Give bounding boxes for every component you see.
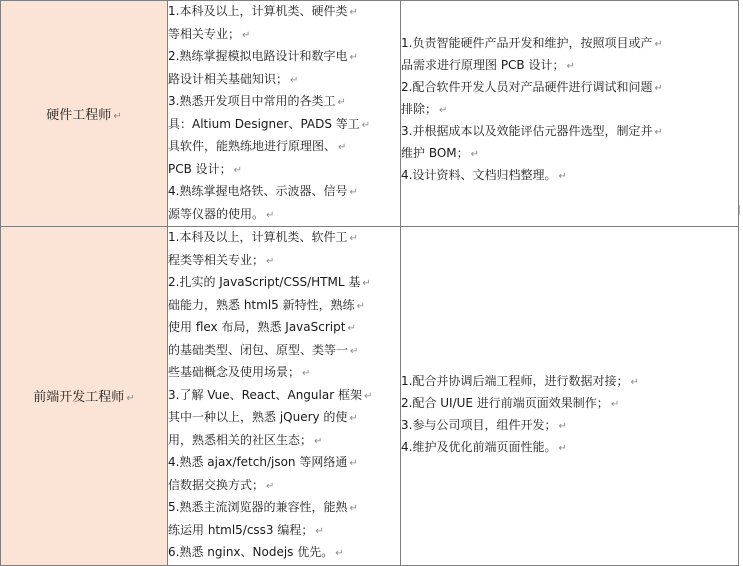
duty-line: 4.设计资料、文档归档整理。 ↵ bbox=[401, 167, 567, 182]
requirement-line: 的基础类型、闭包、原型、类等一 ↵ bbox=[168, 342, 359, 357]
requirement-line: 3.了解 Vue、React、Angular 框架 ↵ bbox=[168, 387, 373, 402]
requirement-line: 路设计相关基础知识； ↵ bbox=[168, 71, 299, 86]
requirement-line: 具软件，能熟练地进行原理图、 ↵ bbox=[168, 139, 347, 153]
requirements-cell-hardware bbox=[168, 1, 401, 227]
role-name: 硬件工程师 bbox=[46, 108, 112, 123]
duties-cell-hardware bbox=[401, 1, 739, 227]
duty-line: 2.配合软件开发人员对产品硬件进行调试和问题 ↵ bbox=[401, 79, 663, 94]
table-row-frontend bbox=[1, 227, 739, 566]
duty-line: 4.维护及优化前端页面性能。 ↵ bbox=[401, 439, 567, 454]
requirement-line: 具：Altium Designer、PADS 等工 ↵ bbox=[168, 116, 371, 131]
requirement-line: 等相关专业； ↵ bbox=[168, 26, 251, 41]
requirement-line: 些基础概念及使用场景； ↵ bbox=[168, 365, 311, 379]
requirement-line: 源等仪器的使用。 ↵ bbox=[168, 206, 275, 221]
edge-marker bbox=[739, 205, 743, 215]
role-name: 前端开发工程师 bbox=[33, 390, 125, 406]
requirement-line: 1.本科及以上，计算机类、软件工 ↵ bbox=[168, 230, 358, 244]
requirement-line: 5.熟悉主流浏览器的兼容性，能熟 ↵ bbox=[168, 500, 358, 514]
duty-line: 品需求进行原理图 PCB 设计； ↵ bbox=[401, 57, 575, 72]
requirement-line: 程类等相关专业； ↵ bbox=[168, 252, 275, 267]
requirement-line: 1.本科及以上，计算机类、硬件类 ↵ bbox=[168, 4, 358, 18]
duties-cell-frontend bbox=[401, 227, 739, 566]
role-cell-hardware: 硬件工程师 ↵ bbox=[1, 1, 168, 227]
requirement-line: 2.熟练掌握模拟电路设计和数字电 ↵ bbox=[168, 49, 358, 63]
requirement-line: 用，熟悉相关的社区生态； ↵ bbox=[168, 432, 323, 447]
table-row-hardware bbox=[1, 1, 739, 227]
requirement-line: PCB 设计； ↵ bbox=[168, 161, 243, 176]
requirement-line: 其中一种以上，熟悉 jQuery 的使 ↵ bbox=[168, 410, 358, 424]
requirement-line: 信数据交换方式； ↵ bbox=[168, 477, 275, 492]
duty-line: 排除； ↵ bbox=[401, 101, 448, 116]
role-cell-frontend: 前端开发工程师 ↵ bbox=[1, 227, 168, 566]
requirement-line: 6.熟悉 nginx、Nodejs 优先。 ↵ bbox=[168, 545, 344, 559]
requirement-line: 使用 flex 布局，熟悉 JavaScript ↵ bbox=[168, 320, 356, 334]
duty-line: 1.配合并协调后端工程师，进行数据对接； ↵ bbox=[401, 373, 639, 388]
duty-line: 3.参与公司项目，组件开发； ↵ bbox=[401, 417, 567, 432]
duty-line: 2.配合 UI/UE 进行前端页面效果制作； ↵ bbox=[401, 395, 620, 410]
requirement-line: 2.扎实的 JavaScript/CSS/HTML 基 ↵ bbox=[168, 275, 371, 289]
requirement-line: 4.熟练掌握电烙铁、示波器、信号 ↵ bbox=[168, 184, 358, 198]
requirement-line: 4.熟悉 ajax/fetch/json 等网络通 ↵ bbox=[168, 455, 358, 469]
requirements-cell-frontend bbox=[168, 227, 401, 566]
requirement-line: 练运用 html5/css3 编程； ↵ bbox=[168, 522, 324, 537]
duty-line: 1.负责智能硬件产品开发和维护，按照项目或产 ↵ bbox=[401, 35, 663, 50]
duty-line: 维护 BOM； ↵ bbox=[401, 145, 480, 160]
duty-line: 3.并根据成本以及效能评估元器件选型，制定并 ↵ bbox=[401, 123, 663, 138]
requirement-line: 3.熟悉开发项目中常用的各类工 ↵ bbox=[168, 94, 346, 108]
requirement-line: 础能力，熟悉 html5 新特性，熟练 ↵ bbox=[168, 297, 365, 312]
